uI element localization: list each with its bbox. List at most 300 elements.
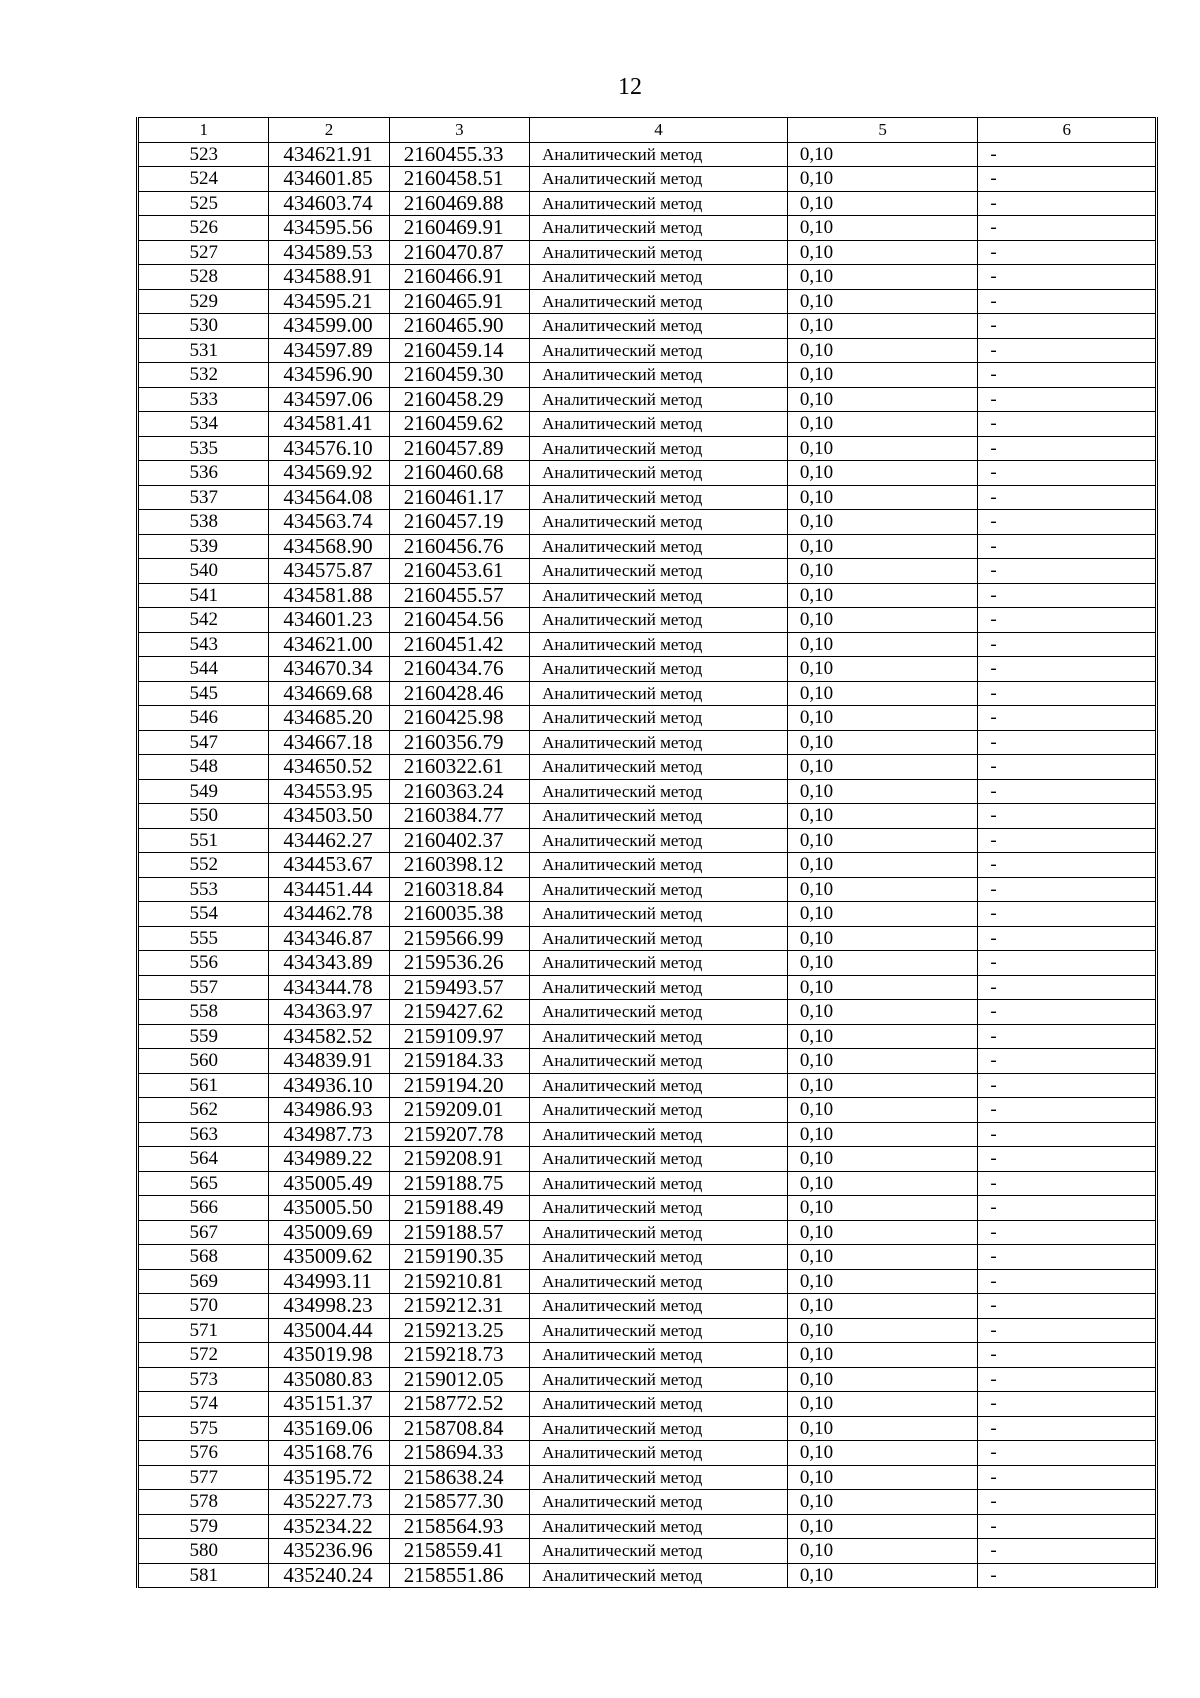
y-coordinate-cell: 2160318.84	[389, 877, 529, 902]
point-number-cell: 575	[138, 1416, 269, 1441]
point-number-cell: 563	[138, 1122, 269, 1147]
method-cell: Аналитический метод	[530, 314, 788, 339]
description-cell: -	[978, 608, 1157, 633]
y-coordinate-cell: 2158772.52	[389, 1392, 529, 1417]
point-number-cell: 541	[138, 583, 269, 608]
method-cell: Аналитический метод	[530, 1490, 788, 1515]
point-number-cell: 578	[138, 1490, 269, 1515]
method-cell: Аналитический метод	[530, 828, 788, 853]
method-cell: Аналитический метод	[530, 216, 788, 241]
y-coordinate-cell: 2158564.93	[389, 1514, 529, 1539]
table-row	[138, 779, 1157, 804]
accuracy-cell: 0,10	[787, 1367, 978, 1392]
point-number-cell: 550	[138, 804, 269, 829]
method-cell: Аналитический метод	[530, 657, 788, 682]
accuracy-cell: 0,10	[787, 1514, 978, 1539]
y-coordinate-cell: 2160356.79	[389, 730, 529, 755]
y-coordinate-cell: 2160458.29	[389, 387, 529, 412]
point-number-cell: 544	[138, 657, 269, 682]
point-number-cell: 525	[138, 191, 269, 216]
table-row	[138, 1171, 1157, 1196]
y-coordinate-cell: 2158708.84	[389, 1416, 529, 1441]
accuracy-cell: 0,10	[787, 1539, 978, 1564]
x-coordinate-cell: 434564.08	[269, 485, 389, 510]
description-cell: -	[978, 1514, 1157, 1539]
description-cell: -	[978, 1465, 1157, 1490]
method-cell: Аналитический метод	[530, 1318, 788, 1343]
point-number-cell: 571	[138, 1318, 269, 1343]
y-coordinate-cell: 2159493.57	[389, 975, 529, 1000]
x-coordinate-cell: 434986.93	[269, 1098, 389, 1123]
x-coordinate-cell: 434453.67	[269, 853, 389, 878]
column-header: 3	[389, 118, 529, 143]
point-number-cell: 560	[138, 1049, 269, 1074]
y-coordinate-cell: 2158638.24	[389, 1465, 529, 1490]
table-row	[138, 510, 1157, 535]
method-cell: Аналитический метод	[530, 1294, 788, 1319]
description-cell: -	[978, 1220, 1157, 1245]
accuracy-cell: 0,10	[787, 1000, 978, 1025]
point-number-cell: 559	[138, 1024, 269, 1049]
x-coordinate-cell: 434343.89	[269, 951, 389, 976]
y-coordinate-cell: 2160455.57	[389, 583, 529, 608]
accuracy-cell: 0,10	[787, 1441, 978, 1466]
table-row	[138, 828, 1157, 853]
y-coordinate-cell: 2159207.78	[389, 1122, 529, 1147]
y-coordinate-cell: 2158577.30	[389, 1490, 529, 1515]
description-cell: -	[978, 485, 1157, 510]
y-coordinate-cell: 2160465.91	[389, 289, 529, 314]
x-coordinate-cell: 434581.41	[269, 412, 389, 437]
method-cell: Аналитический метод	[530, 1049, 788, 1074]
x-coordinate-cell: 434597.89	[269, 338, 389, 363]
table-row	[138, 1392, 1157, 1417]
table-row	[138, 1098, 1157, 1123]
accuracy-cell: 0,10	[787, 1416, 978, 1441]
description-cell: -	[978, 559, 1157, 584]
point-number-cell: 577	[138, 1465, 269, 1490]
method-cell: Аналитический метод	[530, 1367, 788, 1392]
table-row	[138, 1465, 1157, 1490]
accuracy-cell: 0,10	[787, 1171, 978, 1196]
point-number-cell: 534	[138, 412, 269, 437]
description-cell: -	[978, 1000, 1157, 1025]
description-cell: -	[978, 1490, 1157, 1515]
point-number-cell: 533	[138, 387, 269, 412]
column-header: 2	[269, 118, 389, 143]
point-number-cell: 561	[138, 1073, 269, 1098]
method-cell: Аналитический метод	[530, 632, 788, 657]
description-cell: -	[978, 1539, 1157, 1564]
description-cell: -	[978, 1441, 1157, 1466]
description-cell: -	[978, 1171, 1157, 1196]
accuracy-cell: 0,10	[787, 436, 978, 461]
x-coordinate-cell: 434601.85	[269, 167, 389, 192]
accuracy-cell: 0,10	[787, 1465, 978, 1490]
method-cell: Аналитический метод	[530, 191, 788, 216]
method-cell: Аналитический метод	[530, 461, 788, 486]
table-row	[138, 191, 1157, 216]
x-coordinate-cell: 435004.44	[269, 1318, 389, 1343]
accuracy-cell: 0,10	[787, 657, 978, 682]
y-coordinate-cell: 2159536.26	[389, 951, 529, 976]
accuracy-cell: 0,10	[787, 853, 978, 878]
method-cell: Аналитический метод	[530, 902, 788, 927]
method-cell: Аналитический метод	[530, 338, 788, 363]
y-coordinate-cell: 2160384.77	[389, 804, 529, 829]
y-coordinate-cell: 2159213.25	[389, 1318, 529, 1343]
y-coordinate-cell: 2159209.01	[389, 1098, 529, 1123]
x-coordinate-cell: 435227.73	[269, 1490, 389, 1515]
page-number: 12	[618, 74, 642, 100]
y-coordinate-cell: 2160363.24	[389, 779, 529, 804]
description-cell: -	[978, 1098, 1157, 1123]
description-cell: -	[978, 877, 1157, 902]
x-coordinate-cell: 434582.52	[269, 1024, 389, 1049]
point-number-cell: 565	[138, 1171, 269, 1196]
description-cell: -	[978, 853, 1157, 878]
x-coordinate-cell: 435240.24	[269, 1563, 389, 1588]
method-cell: Аналитический метод	[530, 142, 788, 167]
table-row	[138, 265, 1157, 290]
accuracy-cell: 0,10	[787, 461, 978, 486]
y-coordinate-cell: 2160469.88	[389, 191, 529, 216]
description-cell: -	[978, 363, 1157, 388]
method-cell: Аналитический метод	[530, 951, 788, 976]
y-coordinate-cell: 2159190.35	[389, 1245, 529, 1270]
table-row	[138, 1343, 1157, 1368]
description-cell: -	[978, 681, 1157, 706]
method-cell: Аналитический метод	[530, 1220, 788, 1245]
point-number-cell: 576	[138, 1441, 269, 1466]
method-cell: Аналитический метод	[530, 706, 788, 731]
point-number-cell: 542	[138, 608, 269, 633]
x-coordinate-cell: 434998.23	[269, 1294, 389, 1319]
accuracy-cell: 0,10	[787, 1563, 978, 1588]
accuracy-cell: 0,10	[787, 681, 978, 706]
y-coordinate-cell: 2160428.46	[389, 681, 529, 706]
table-row	[138, 1539, 1157, 1564]
description-cell: -	[978, 779, 1157, 804]
table-row	[138, 485, 1157, 510]
x-coordinate-cell: 434568.90	[269, 534, 389, 559]
accuracy-cell: 0,10	[787, 804, 978, 829]
method-cell: Аналитический метод	[530, 1392, 788, 1417]
method-cell: Аналитический метод	[530, 1539, 788, 1564]
table-row	[138, 559, 1157, 584]
method-cell: Аналитический метод	[530, 1465, 788, 1490]
point-number-cell: 529	[138, 289, 269, 314]
column-header: 4	[530, 118, 788, 143]
y-coordinate-cell: 2159427.62	[389, 1000, 529, 1025]
table-row	[138, 1073, 1157, 1098]
description-cell: -	[978, 142, 1157, 167]
method-cell: Аналитический метод	[530, 1000, 788, 1025]
description-cell: -	[978, 657, 1157, 682]
method-cell: Аналитический метод	[530, 1098, 788, 1123]
table-row	[138, 314, 1157, 339]
point-number-cell: 531	[138, 338, 269, 363]
table-row	[138, 730, 1157, 755]
description-cell: -	[978, 1416, 1157, 1441]
method-cell: Аналитический метод	[530, 1171, 788, 1196]
point-number-cell: 549	[138, 779, 269, 804]
point-number-cell: 547	[138, 730, 269, 755]
x-coordinate-cell: 435151.37	[269, 1392, 389, 1417]
description-cell: -	[978, 1024, 1157, 1049]
table-row	[138, 681, 1157, 706]
y-coordinate-cell: 2160402.37	[389, 828, 529, 853]
method-cell: Аналитический метод	[530, 877, 788, 902]
x-coordinate-cell: 434581.88	[269, 583, 389, 608]
accuracy-cell: 0,10	[787, 289, 978, 314]
y-coordinate-cell: 2160469.91	[389, 216, 529, 241]
y-coordinate-cell: 2160456.76	[389, 534, 529, 559]
method-cell: Аналитический метод	[530, 1245, 788, 1270]
y-coordinate-cell: 2159184.33	[389, 1049, 529, 1074]
table-row	[138, 363, 1157, 388]
accuracy-cell: 0,10	[787, 314, 978, 339]
accuracy-cell: 0,10	[787, 730, 978, 755]
accuracy-cell: 0,10	[787, 1220, 978, 1245]
description-cell: -	[978, 412, 1157, 437]
table-row	[138, 1514, 1157, 1539]
description-cell: -	[978, 975, 1157, 1000]
coordinates-table	[136, 117, 1158, 1588]
accuracy-cell: 0,10	[787, 828, 978, 853]
description-cell: -	[978, 1392, 1157, 1417]
accuracy-cell: 0,10	[787, 1490, 978, 1515]
method-cell: Аналитический метод	[530, 510, 788, 535]
x-coordinate-cell: 434569.92	[269, 461, 389, 486]
x-coordinate-cell: 434599.00	[269, 314, 389, 339]
description-cell: -	[978, 1367, 1157, 1392]
point-number-cell: 567	[138, 1220, 269, 1245]
method-cell: Аналитический метод	[530, 926, 788, 951]
method-cell: Аналитический метод	[530, 1563, 788, 1588]
accuracy-cell: 0,10	[787, 779, 978, 804]
column-header: 6	[978, 118, 1157, 143]
point-number-cell: 535	[138, 436, 269, 461]
point-number-cell: 532	[138, 363, 269, 388]
accuracy-cell: 0,10	[787, 387, 978, 412]
x-coordinate-cell: 435005.50	[269, 1196, 389, 1221]
method-cell: Аналитический метод	[530, 1196, 788, 1221]
column-header: 5	[787, 118, 978, 143]
point-number-cell: 570	[138, 1294, 269, 1319]
point-number-cell: 568	[138, 1245, 269, 1270]
accuracy-cell: 0,10	[787, 142, 978, 167]
accuracy-cell: 0,10	[787, 877, 978, 902]
description-cell: -	[978, 387, 1157, 412]
point-number-cell: 540	[138, 559, 269, 584]
description-cell: -	[978, 338, 1157, 363]
x-coordinate-cell: 434344.78	[269, 975, 389, 1000]
x-coordinate-cell: 434667.18	[269, 730, 389, 755]
table-row	[138, 142, 1157, 167]
y-coordinate-cell: 2159218.73	[389, 1343, 529, 1368]
method-cell: Аналитический метод	[530, 534, 788, 559]
x-coordinate-cell: 434839.91	[269, 1049, 389, 1074]
description-cell: -	[978, 1245, 1157, 1270]
y-coordinate-cell: 2160461.17	[389, 485, 529, 510]
table-row	[138, 877, 1157, 902]
accuracy-cell: 0,10	[787, 216, 978, 241]
point-number-cell: 528	[138, 265, 269, 290]
point-number-cell: 552	[138, 853, 269, 878]
x-coordinate-cell: 435080.83	[269, 1367, 389, 1392]
point-number-cell: 546	[138, 706, 269, 731]
accuracy-cell: 0,10	[787, 559, 978, 584]
x-coordinate-cell: 434588.91	[269, 265, 389, 290]
point-number-cell: 573	[138, 1367, 269, 1392]
table-row	[138, 338, 1157, 363]
accuracy-cell: 0,10	[787, 1147, 978, 1172]
x-coordinate-cell: 434595.56	[269, 216, 389, 241]
point-number-cell: 557	[138, 975, 269, 1000]
description-cell: -	[978, 216, 1157, 241]
table-header-row	[138, 118, 1157, 143]
y-coordinate-cell: 2159210.81	[389, 1269, 529, 1294]
table-row	[138, 1294, 1157, 1319]
y-coordinate-cell: 2160453.61	[389, 559, 529, 584]
y-coordinate-cell: 2159208.91	[389, 1147, 529, 1172]
x-coordinate-cell: 434462.78	[269, 902, 389, 927]
method-cell: Аналитический метод	[530, 804, 788, 829]
point-number-cell: 530	[138, 314, 269, 339]
table-row	[138, 1245, 1157, 1270]
point-number-cell: 558	[138, 1000, 269, 1025]
table-row	[138, 853, 1157, 878]
accuracy-cell: 0,10	[787, 167, 978, 192]
y-coordinate-cell: 2158551.86	[389, 1563, 529, 1588]
table-row	[138, 167, 1157, 192]
table-row	[138, 289, 1157, 314]
description-cell: -	[978, 289, 1157, 314]
y-coordinate-cell: 2160398.12	[389, 853, 529, 878]
y-coordinate-cell: 2160459.14	[389, 338, 529, 363]
y-coordinate-cell: 2160454.56	[389, 608, 529, 633]
x-coordinate-cell: 434575.87	[269, 559, 389, 584]
table-row	[138, 706, 1157, 731]
table-row	[138, 1367, 1157, 1392]
y-coordinate-cell: 2159188.57	[389, 1220, 529, 1245]
point-number-cell: 562	[138, 1098, 269, 1123]
description-cell: -	[978, 828, 1157, 853]
y-coordinate-cell: 2160457.89	[389, 436, 529, 461]
method-cell: Аналитический метод	[530, 1147, 788, 1172]
x-coordinate-cell: 434603.74	[269, 191, 389, 216]
description-cell: -	[978, 755, 1157, 780]
table-row	[138, 1000, 1157, 1025]
method-cell: Аналитический метод	[530, 1269, 788, 1294]
description-cell: -	[978, 1269, 1157, 1294]
accuracy-cell: 0,10	[787, 1318, 978, 1343]
table-body	[138, 142, 1157, 1588]
x-coordinate-cell: 434595.21	[269, 289, 389, 314]
accuracy-cell: 0,10	[787, 926, 978, 951]
x-coordinate-cell: 434451.44	[269, 877, 389, 902]
method-cell: Аналитический метод	[530, 1024, 788, 1049]
x-coordinate-cell: 435019.98	[269, 1343, 389, 1368]
description-cell: -	[978, 1147, 1157, 1172]
table-row	[138, 1122, 1157, 1147]
point-number-cell: 537	[138, 485, 269, 510]
table-row	[138, 1441, 1157, 1466]
point-number-cell: 548	[138, 755, 269, 780]
method-cell: Аналитический метод	[530, 559, 788, 584]
description-cell: -	[978, 314, 1157, 339]
table-row	[138, 1147, 1157, 1172]
y-coordinate-cell: 2158694.33	[389, 1441, 529, 1466]
description-cell: -	[978, 534, 1157, 559]
method-cell: Аналитический метод	[530, 1416, 788, 1441]
table-row	[138, 1490, 1157, 1515]
x-coordinate-cell: 434601.23	[269, 608, 389, 633]
x-coordinate-cell: 434503.50	[269, 804, 389, 829]
description-cell: -	[978, 1343, 1157, 1368]
y-coordinate-cell: 2160459.62	[389, 412, 529, 437]
table-row	[138, 387, 1157, 412]
accuracy-cell: 0,10	[787, 1269, 978, 1294]
x-coordinate-cell: 434553.95	[269, 779, 389, 804]
accuracy-cell: 0,10	[787, 1098, 978, 1123]
table-row	[138, 1220, 1157, 1245]
point-number-cell: 536	[138, 461, 269, 486]
x-coordinate-cell: 434462.27	[269, 828, 389, 853]
description-cell: -	[978, 1294, 1157, 1319]
table-row	[138, 804, 1157, 829]
y-coordinate-cell: 2159194.20	[389, 1073, 529, 1098]
method-cell: Аналитический метод	[530, 730, 788, 755]
table-row	[138, 1024, 1157, 1049]
method-cell: Аналитический метод	[530, 755, 788, 780]
x-coordinate-cell: 434563.74	[269, 510, 389, 535]
x-coordinate-cell: 434363.97	[269, 1000, 389, 1025]
x-coordinate-cell: 434576.10	[269, 436, 389, 461]
x-coordinate-cell: 434670.34	[269, 657, 389, 682]
accuracy-cell: 0,10	[787, 1343, 978, 1368]
x-coordinate-cell: 434993.11	[269, 1269, 389, 1294]
point-number-cell: 564	[138, 1147, 269, 1172]
x-coordinate-cell: 434589.53	[269, 240, 389, 265]
table-row	[138, 534, 1157, 559]
description-cell: -	[978, 240, 1157, 265]
accuracy-cell: 0,10	[787, 363, 978, 388]
table-row	[138, 608, 1157, 633]
x-coordinate-cell: 435195.72	[269, 1465, 389, 1490]
y-coordinate-cell: 2160434.76	[389, 657, 529, 682]
description-cell: -	[978, 1318, 1157, 1343]
table-row	[138, 240, 1157, 265]
description-cell: -	[978, 951, 1157, 976]
point-number-cell: 551	[138, 828, 269, 853]
accuracy-cell: 0,10	[787, 510, 978, 535]
accuracy-cell: 0,10	[787, 1245, 978, 1270]
y-coordinate-cell: 2159109.97	[389, 1024, 529, 1049]
description-cell: -	[978, 191, 1157, 216]
accuracy-cell: 0,10	[787, 1122, 978, 1147]
description-cell: -	[978, 706, 1157, 731]
description-cell: -	[978, 265, 1157, 290]
point-number-cell: 580	[138, 1539, 269, 1564]
x-coordinate-cell: 434597.06	[269, 387, 389, 412]
accuracy-cell: 0,10	[787, 632, 978, 657]
method-cell: Аналитический метод	[530, 779, 788, 804]
description-cell: -	[978, 436, 1157, 461]
table-row	[138, 216, 1157, 241]
method-cell: Аналитический метод	[530, 265, 788, 290]
